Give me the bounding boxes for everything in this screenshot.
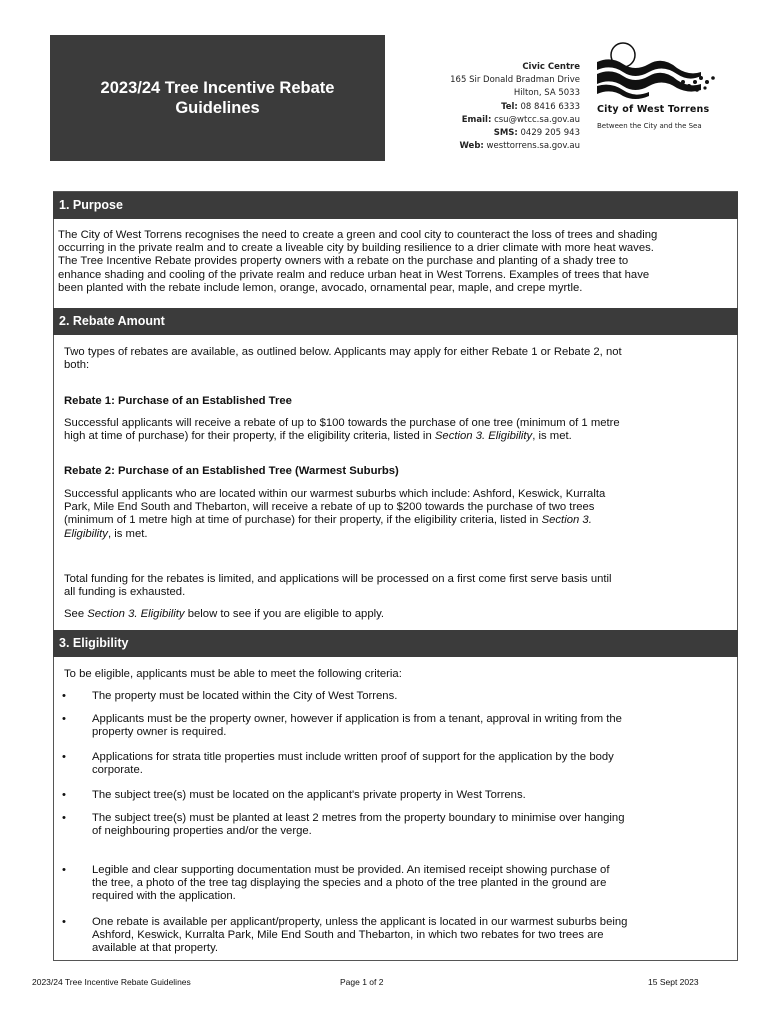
purpose-line: The Tree Incentive Rebate provides property owners with a rebate on the purchase and planting of a shady tree to [58,255,629,268]
email-value: csu@wtcc.sa.gov.au [494,114,580,125]
criterion-line: the tree, a photo of the tree tag displaying the species and a photo of the tree planted in the ground are [92,877,607,890]
eligibility-criterion [92,751,614,777]
criterion-line: available at that property. [92,942,219,955]
footer-date: 15 Sept 2023 [648,977,699,987]
rebate1-text: high at time of purchase) for their property, if the eligibility criteria, listed in [64,430,435,443]
eligibility-criterion [92,789,526,802]
criterion-line: One rebate is available per applicant/property, unless the applicant is located in our warmest suburbs being [92,916,628,928]
tel-row [405,101,580,114]
see-text: See [64,608,88,620]
sms-value: 0429 205 943 [520,128,580,139]
rebate-intro-line: both: [64,359,90,372]
email-row [405,114,580,127]
rebate2-body [64,488,605,541]
funding-note [64,573,612,599]
tel-label: Tel: [501,101,518,112]
address-line-1: 165 Sir Donald Bradman Drive [450,75,580,86]
title-box [50,35,385,161]
bullet-symbol: • [62,864,66,876]
see-eligibility-note [64,608,384,621]
criterion-line: required with the application. [92,890,236,903]
criterion-line: property owner is required. [92,726,227,739]
rebate-intro-line: Two types of rebates are available, as outlined below. Applicants may apply for either Rebate 1 or Rebate 2, not [64,346,622,358]
rebate1-line [64,430,620,443]
rebate-intro [64,346,622,372]
rebate2-line: Successful applicants who are located within our warmest suburbs which include: Ashford, Keswick, Kurralta [64,488,606,500]
eligibility-criterion [92,916,627,956]
purpose-paragraph [58,229,734,295]
eligibility-intro: To be eligible, applicants must be able to meet the following criteria: [64,668,402,680]
web-row [405,140,580,153]
eligibility-criterion [92,690,397,703]
see-text: below to see if you are eligible to apply. [184,608,385,620]
footer-page-number: Page 1 of 2 [340,977,384,987]
funding-line: Total funding for the rebates is limited, and applications will be processed on a first come first serve basis until [64,573,612,585]
sms-row [405,127,580,140]
criterion-line: Legible and clear supporting documentation must be provided. An itemised receipt showing purchase of [92,864,610,876]
rebate2-text: , is met. [107,527,148,540]
sms-label: SMS: [493,128,518,139]
logo-graphic [597,42,722,102]
eligibility-criterion [92,812,624,838]
rebate2-line [64,528,605,541]
rebate2-text: (minimum of 1 metre high at time of purchase) for their property, if the eligibility criteria, listed in [64,514,542,527]
criterion-line: The subject tree(s) must be located on the applicant's private property in West Torrens. [92,789,526,801]
bullet-symbol: • [62,690,66,702]
web-value: westtorrens.sa.gov.au [486,141,580,152]
rebate2-line [64,514,605,527]
logo-tagline: Between the City and the Sea [597,122,702,130]
criterion-line: The property must be located within the City of West Torrens. [92,690,398,702]
contact-block [405,61,580,153]
council-logo [597,42,722,142]
page-title: 2023/24 Tree Incentive Rebate Guidelines [100,79,335,117]
purpose-line: occurring in the private realm and to create a liveable city by building resilience to a drier climate with more heat waves. [58,242,654,255]
bullet-symbol: • [62,789,66,801]
section-heading-purpose: 1. Purpose [53,192,738,219]
eligibility-criterion [92,713,622,739]
civic-centre-label: Civic Centre [522,62,580,72]
email-label: Email: [461,114,492,125]
tel-value: 08 8416 6333 [520,101,580,112]
bullet-symbol: • [62,916,66,928]
criterion-line: Applications for strata title properties must include written proof of support for the application by the body [92,751,614,763]
section-reference: Section 3. [541,514,592,527]
section-heading-rebate: 2. Rebate Amount [53,308,738,335]
logo-name: City of West Torrens [597,104,710,115]
section-heading-eligibility: 3. Eligibility [53,630,738,657]
section-reference: Section 3. Eligibility [434,430,533,443]
purpose-line: enhance shading and cooling of the private realm and reduce urban heat in West Torrens. Examples of trees that have [58,268,650,281]
funding-line: all funding is exhausted. [64,586,186,599]
address-line-2: Hilton, SA 5033 [513,88,580,99]
section-reference: Eligibility [64,527,108,540]
purpose-line: The City of West Torrens recognises the need to create a green and cool city to counteract the loss of trees and shading [58,229,658,241]
rebate2-line: Park, Mile End South and Thebarton, will receive a rebate of up to $200 towards the purchase of two trees [64,501,595,514]
eligibility-criterion [92,864,609,904]
criterion-line: The subject tree(s) must be planted at least 2 metres from the property boundary to minimise over hanging [92,812,625,824]
rebate1-line: Successful applicants will receive a rebate of up to $100 towards the purchase of one tree (minimum of 1 metre [64,417,620,429]
section-reference: Section 3. Eligibility [87,608,185,620]
bullet-symbol: • [62,713,66,725]
rebate2-title: Rebate 2: Purchase of an Established Tree (Warmest Suburbs) [64,465,399,477]
rebate1-title: Rebate 1: Purchase of an Established Tree [64,395,292,407]
criterion-line: Applicants must be the property owner, however if application is from a tenant, approval in writing from the [92,713,622,725]
criterion-line: corporate. [92,764,143,777]
criterion-line: of neighbouring properties and/or the verge. [92,825,312,838]
web-label: Web: [459,141,484,152]
purpose-line: been planted with the rebate include lemon, orange, avocado, ornamental pear, maple, and crepe myrtle. [58,281,583,294]
footer-document-title: 2023/24 Tree Incentive Rebate Guidelines [32,977,191,987]
bullet-symbol: • [62,751,66,763]
criterion-line: Ashford, Keswick, Kurralta Park, Mile End South and Thebarton, in which two rebates for two trees are [92,929,604,942]
rebate1-text: , is met. [532,430,572,443]
rebate1-body [64,417,620,443]
bullet-symbol: • [62,812,66,824]
